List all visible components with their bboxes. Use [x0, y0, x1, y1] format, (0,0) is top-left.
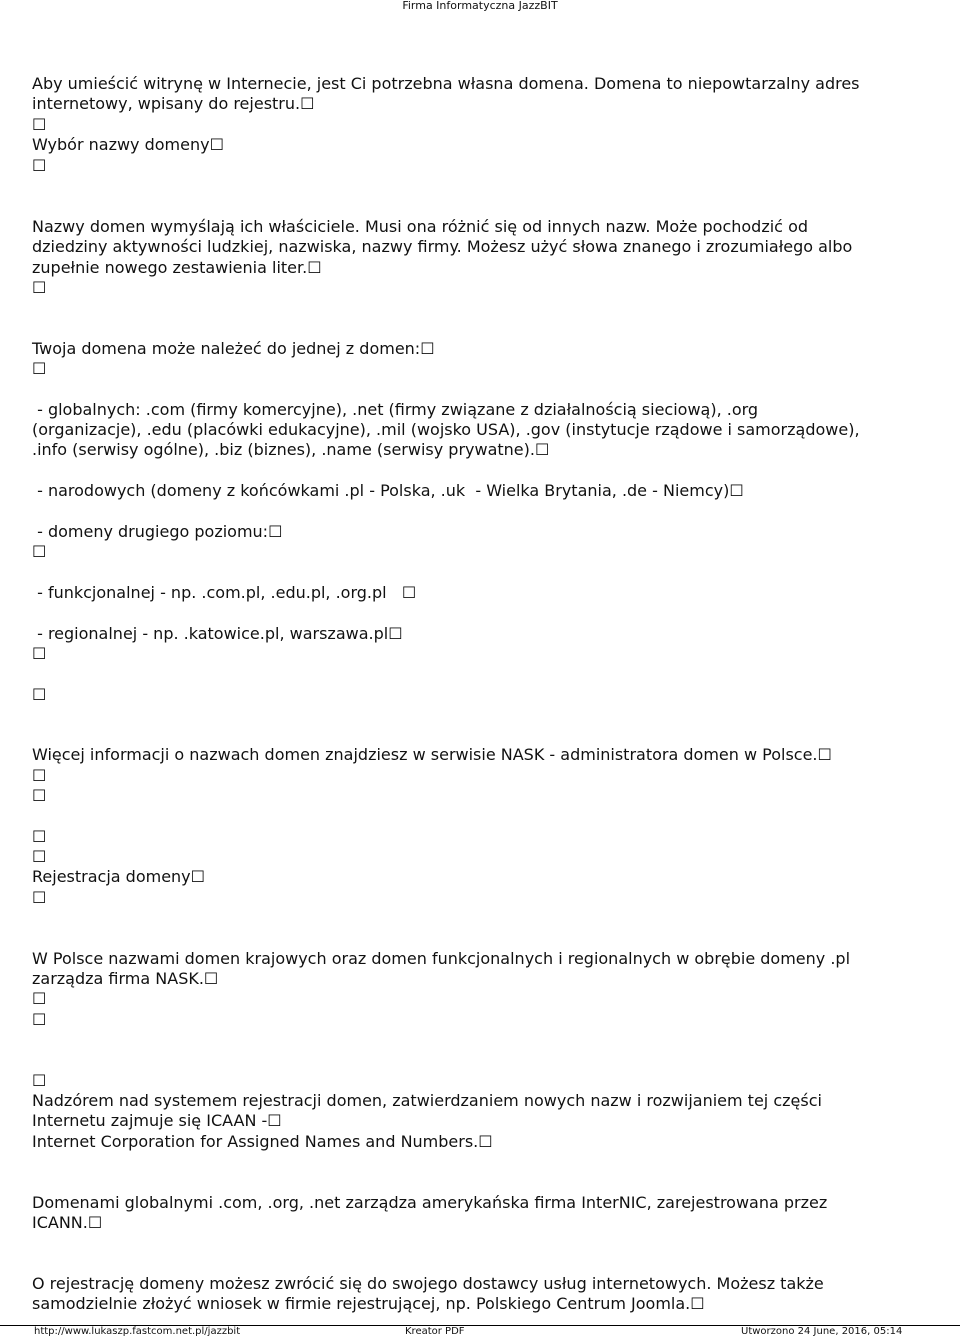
text-line: Internetu zajmuje się ICAAN -☐	[32, 1111, 282, 1130]
text-line: W Polsce nazwami domen krajowych oraz domen funkcjonalnych i regionalnych w obrębie domeny .pl	[32, 949, 851, 968]
text-line: Aby umieścić witrynę w Internecie, jest Ci potrzebna własna domena. Domena to niepowtarzalny adres	[32, 74, 860, 93]
page-header-title: Firma Informatyczna JazzBIT	[402, 0, 558, 12]
list-item: - narodowych (domeny z końcówkami .pl - Polska, .uk - Wielka Brytania, .de - Niemcy)☐	[32, 481, 744, 500]
text-line: Nazwy domen wymyślają ich właściciele. Musi ona różnić się od innych nazw. Może pochodzić od	[32, 217, 809, 236]
text-line: ☐	[32, 766, 47, 785]
text-line: (organizacje), .edu (placówki edukacyjne), .mil (wojsko USA), .gov (instytucje rządowe i samorządowe),	[32, 420, 860, 439]
text-line: ☐	[32, 827, 47, 846]
text-line: Domenami globalnymi .com, .org, .net zarządza amerykańska firma InterNIC, zarejestrowana przez	[32, 1193, 828, 1212]
text-line: ☐	[32, 685, 47, 704]
list-item: - funkcjonalnej - np. .com.pl, .edu.pl, .org.pl ☐	[32, 583, 417, 602]
text-line: Twoja domena może należeć do jednej z domen:☐	[32, 339, 435, 358]
text-line: dziedziny aktywności ludzkiej, nazwiska, nazwy firmy. Możesz użyć słowa znanego i zrozumiałego albo	[32, 237, 853, 256]
text-line: ☐	[32, 278, 47, 297]
text-line: ☐	[32, 644, 47, 663]
text-line: ☐	[32, 888, 47, 907]
text-line: Więcej informacji o nazwach domen znajdziesz w serwisie NASK - administratora domen w Polsce.☐	[32, 745, 832, 764]
list-item: - regionalnej - np. .katowice.pl, warszawa.pl☐	[32, 624, 403, 643]
text-line: ICANN.☐	[32, 1213, 103, 1232]
text-line: .info (serwisy ogólne), .biz (biznes), .name (serwisy prywatne).☐	[32, 440, 550, 459]
text-line: ☐	[32, 1010, 47, 1029]
footer-url-link[interactable]: http://www.lukaszp.fastcom.net.pl/jazzbit	[34, 1326, 241, 1337]
text-line: ☐	[32, 359, 47, 378]
text-line: internetowy, wpisany do rejestru.☐	[32, 94, 315, 113]
text-line: ☐	[32, 156, 47, 175]
text-line: ☐	[32, 115, 47, 134]
text-line: ☐	[32, 1071, 47, 1090]
list-item: - globalnych: .com (firmy komercyjne), .net (firmy związane z działalnością sieciową), .org	[32, 400, 759, 419]
text-line: ☐	[32, 542, 47, 561]
text-line: Internet Corporation for Assigned Names and Numbers.☐	[32, 1132, 493, 1151]
text-line: zarządza firma NASK.☐	[32, 969, 219, 988]
footer-creator: Kreator PDF	[405, 1326, 465, 1337]
text-line: samodzielnie złożyć wniosek w firmie rejestrującej, np. Polskiego Centrum Joomla.☐	[32, 1294, 705, 1313]
section-heading: Rejestracja domeny☐	[32, 867, 205, 886]
text-line: Nadzórem nad systemem rejestracji domen, zatwierdzaniem nowych nazw i rozwijaniem tej części	[32, 1091, 822, 1110]
text-line: O rejestrację domeny możesz zwrócić się do swojego dostawcy usług internetowych. Możesz także	[32, 1274, 824, 1293]
footer-created-date: Utworzono 24 June, 2016, 05:14	[741, 1326, 903, 1337]
text-line: ☐	[32, 847, 47, 866]
section-heading: Wybór nazwy domeny☐	[32, 135, 224, 154]
list-item: - domeny drugiego poziomu:☐	[32, 522, 283, 541]
text-line: ☐	[32, 989, 47, 1008]
text-line: ☐	[32, 786, 47, 805]
text-line: zupełnie nowego zestawienia liter.☐	[32, 258, 322, 277]
